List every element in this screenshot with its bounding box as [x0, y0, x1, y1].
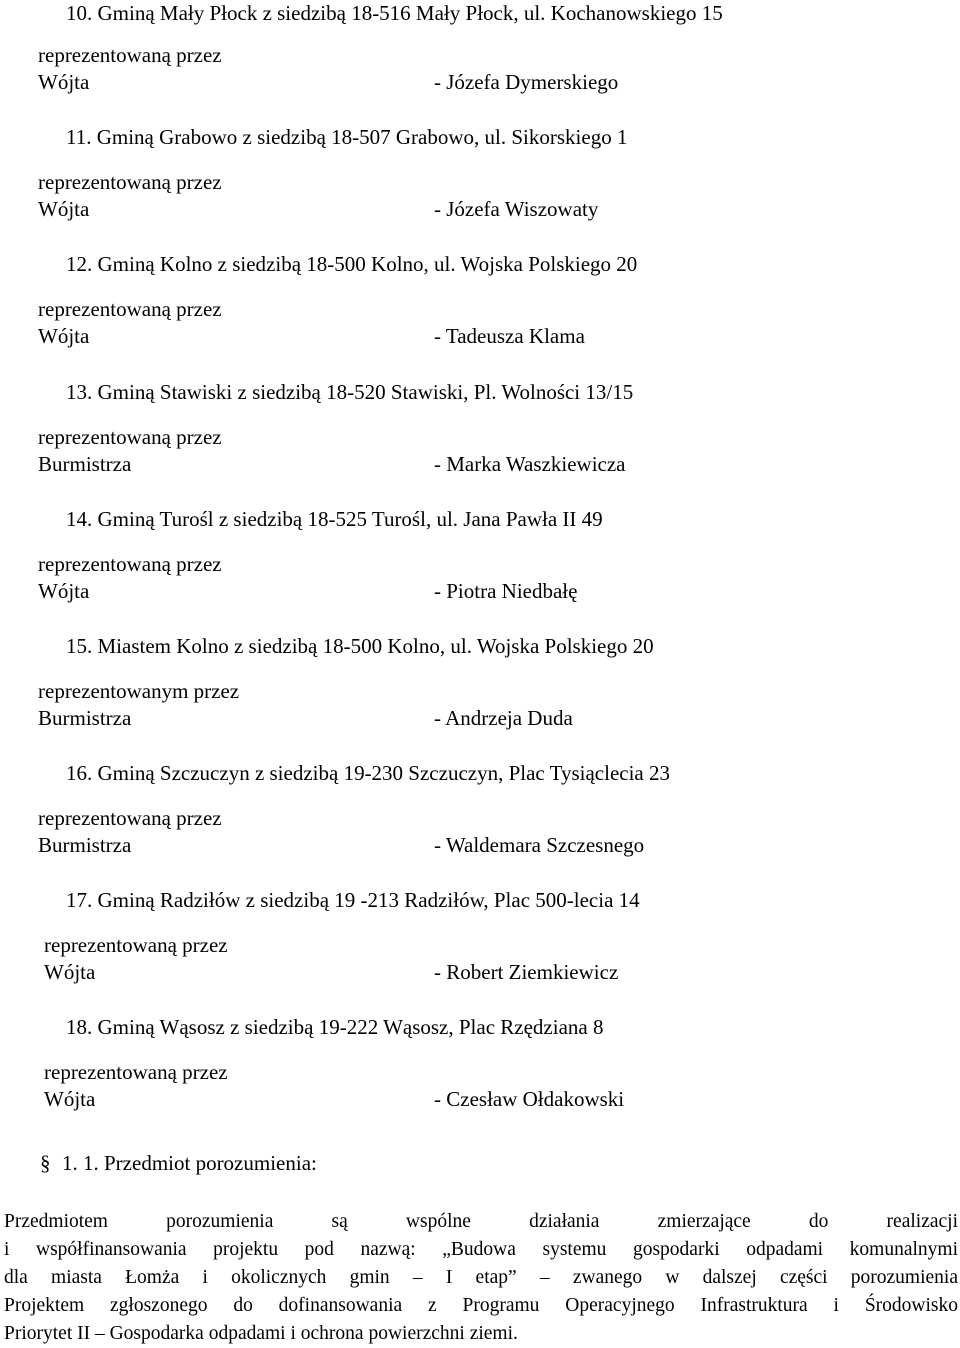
entry-role: Wójta: [38, 324, 90, 348]
entry-represented: reprezentowaną przez: [38, 297, 222, 321]
entry-heading: 18. Gminą Wąsosz z siedzibą 19-222 Wąsosz, Plac Rzędziana 8: [66, 1015, 604, 1039]
entry-heading: 16. Gminą Szczuczyn z siedzibą 19-230 Szczuczyn, Plac Tysiąclecia 23: [66, 761, 671, 785]
entry-role: Burmistrza: [38, 706, 132, 730]
entry-heading: 14. Gminą Turośl z siedzibą 18-525 Turośl, ul. Jana Pawła II 49: [66, 507, 603, 531]
entry-heading: 17. Gminą Radziłów z siedzibą 19 -213 Radziłów, Plac 500-lecia 14: [66, 888, 640, 912]
entry-role: Wójta: [38, 197, 90, 221]
entry-represented: reprezentowaną przez: [38, 170, 222, 194]
paragraph-line: Przedmiotem porozumienia są wspólne działania zmierzające do realizacji: [4, 1211, 958, 1232]
entry-person: - Czesław Ołdakowski: [434, 1087, 625, 1111]
entry-heading: 11. Gminą Grabowo z siedzibą 18-507 Grabowo, ul. Sikorskiego 1: [66, 125, 628, 149]
entry-person: - Andrzeja Duda: [434, 706, 573, 730]
entry-role: Wójta: [38, 579, 90, 603]
entry-represented: reprezentowaną przez: [38, 43, 222, 67]
entry-role: Wójta: [44, 960, 96, 984]
entry-person: - Piotra Niedbałę: [434, 579, 578, 603]
entry-represented: reprezentowaną przez: [44, 933, 228, 957]
section-symbol: §: [40, 1151, 51, 1175]
entry-role: Wójta: [38, 70, 90, 94]
entry-represented: reprezentowaną przez: [38, 552, 222, 576]
paragraph-last-line: Priorytet II – Gospodarka odpadami i ochrona powierzchni ziemi.: [4, 1323, 518, 1344]
entry-person: - Waldemara Szczesnego: [434, 833, 645, 857]
entry-role: Wójta: [44, 1087, 96, 1111]
paragraph-line: i współfinansowania projektu pod nazwą: „Budowa systemu gospodarki odpadami komunalnymi: [4, 1239, 958, 1260]
entry-represented: reprezentowaną przez: [38, 425, 222, 449]
entry-heading: 10. Gminą Mały Płock z siedzibą 18-516 Mały Płock, ul. Kochanowskiego 15: [66, 1, 723, 25]
entry-represented: reprezentowanym przez: [38, 679, 240, 703]
entry-heading: 12. Gminą Kolno z siedzibą 18-500 Kolno, ul. Wojska Polskiego 20: [66, 252, 638, 276]
entry-person: - Marka Waszkiewicza: [434, 452, 626, 476]
entry-person: - Józefa Dymerskiego: [434, 70, 619, 94]
entry-represented: reprezentowaną przez: [44, 1060, 228, 1084]
entry-heading: 13. Gminą Stawiski z siedzibą 18-520 Stawiski, Pl. Wolności 13/15: [66, 380, 634, 404]
entry-person: - Tadeusza Klama: [434, 324, 585, 348]
paragraph-line: dla miasta Łomża i okolicznych gmin – I etap” – zwanego w dalszej części porozumienia: [4, 1267, 958, 1288]
entry-role: Burmistrza: [38, 833, 132, 857]
entry-role: Burmistrza: [38, 452, 132, 476]
section-title: 1. 1. Przedmiot porozumienia:: [62, 1151, 317, 1175]
paragraph-line: Projektem zgłoszonego do dofinansowania z Programu Operacyjnego Infrastruktura i Środowisko: [4, 1295, 958, 1316]
entry-heading: 15. Miastem Kolno z siedzibą 18-500 Kolno, ul. Wojska Polskiego 20: [66, 634, 654, 658]
entry-person: - Józefa Wiszowaty: [434, 197, 599, 221]
body-paragraph: [4, 1208, 958, 1348]
entry-represented: reprezentowaną przez: [38, 806, 222, 830]
entry-person: - Robert Ziemkiewicz: [434, 960, 619, 984]
